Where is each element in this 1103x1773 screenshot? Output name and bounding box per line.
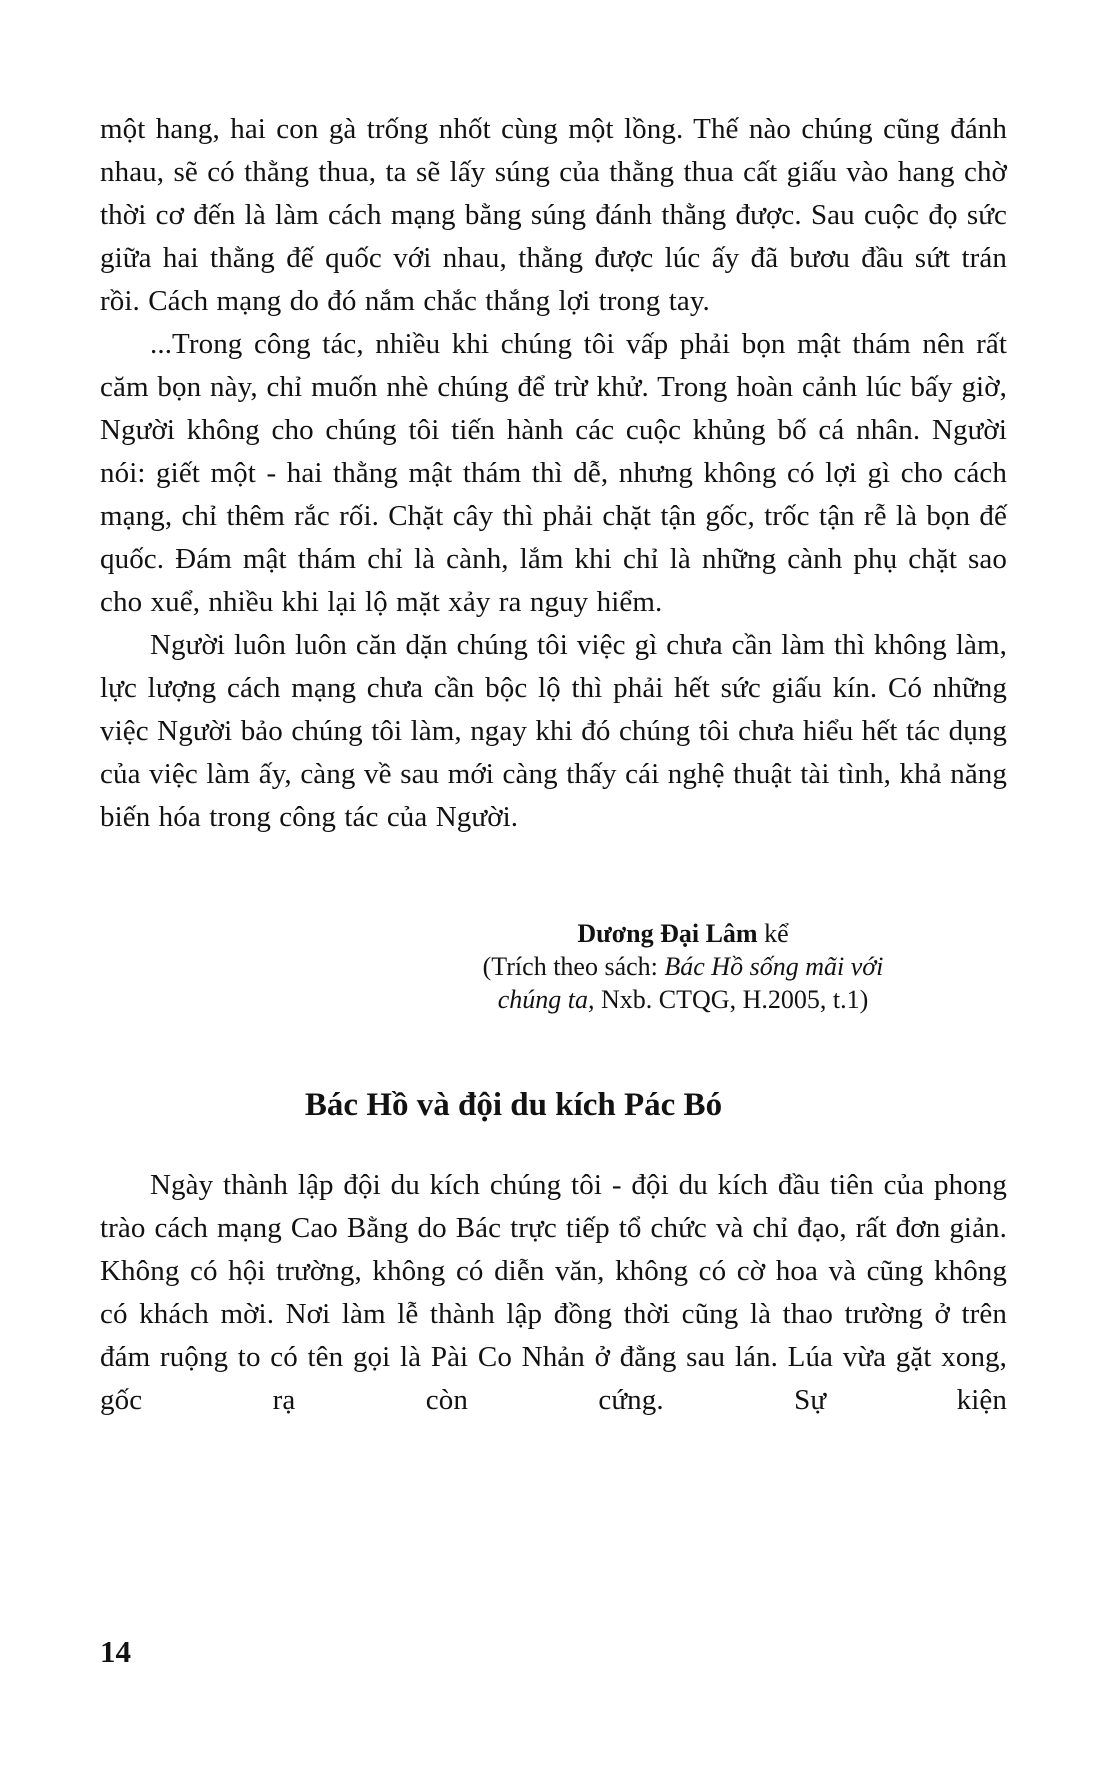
citation-line-1 [463, 950, 903, 983]
paragraph-advice: Người luôn luôn căn dặn chúng tôi việc gì chưa cần làm thì không làm, lực lượng cách mạng chưa cần bộc lộ thì phải hết sức giấu kín. Có những việc Người bảo chúng tôi làm, ngay khi đó chúng tôi chưa hiểu hết tác dụng của việc làm ấy, càng về sau mới càng thấy cái nghệ thuật tài tình, khả năng biến hóa trong công tác của Người. [100, 629, 1007, 833]
section-title: Bác Hồ và đội du kích Pác Bó [304, 1087, 723, 1123]
paragraph-continuation: một hang, hai con gà trống nhốt cùng một lồng. Thế nào chúng cũng đánh nhau, sẽ có thằng thua, ta sẽ lấy súng của thằng thua cất giấu vào hang chờ thời cơ đến là làm cách mạng bằng súng đánh thằng được. Sau cuộc đọ sức giữa hai thằng đế quốc với nhau, thằng được lúc ấy đã bươu đầu sứt trán rồi. Cách mạng do đó nắm chắc thắng lợi trong tay. [100, 113, 1007, 317]
citation-book-title-part2: chúng ta, [497, 985, 595, 1014]
paragraph-spy-story: ...Trong công tác, nhiều khi chúng tôi vấp phải bọn mật thám nên rất căm bọn này, chỉ muốn nhè chúng để trừ khử. Trong hoàn cảnh lúc bấy giờ, Người không cho chúng tôi tiến hành các cuộc khủng bố cá nhân. Người nói: giết một - hai thằng mật thám thì dễ, nhưng không có lợi gì cho cách mạng, chỉ thêm rắc rối. Chặt cây thì phải chặt tận gốc, trốc tận rễ là bọn đế quốc. Đám mật thám chỉ là cành, lắm khi chỉ là những cành phụ chặt sao cho xuể, nhiều khi lại lộ mặt xảy ra nguy hiểm. [100, 328, 1007, 618]
citation-book-title-part1: Bác Hồ sống mãi với [664, 952, 884, 981]
attribution-block [463, 917, 903, 1016]
citation-line-2 [463, 983, 903, 1016]
paragraph-guerrilla-founding: Ngày thành lập đội du kích chúng tôi - đội du kích đầu tiên của phong trào cách mạng Cao Bằng do Bác trực tiếp tổ chức và chỉ đạo, rất đơn giản. Không có hội trường, không có diễn văn, không có cờ hoa và cũng không có khách mời. Nơi làm lễ thành lập đồng thời cũng là thao trường ở trên đám ruộng to có tên gọi là Pài Co Nhản ở đằng sau lán. Lúa vừa gặt xong, gốc rạ còn cứng. Sự kiện [100, 1169, 1007, 1416]
author-name: Dương Đại Lâm [577, 919, 758, 948]
citation-publisher: Nxb. CTQG, H.2005, t.1) [594, 985, 869, 1014]
page-number: 14 [100, 1634, 131, 1669]
author-role: kể [757, 919, 789, 948]
citation-prefix: (Trích theo sách: [482, 952, 665, 981]
attribution-author-line [463, 917, 903, 950]
